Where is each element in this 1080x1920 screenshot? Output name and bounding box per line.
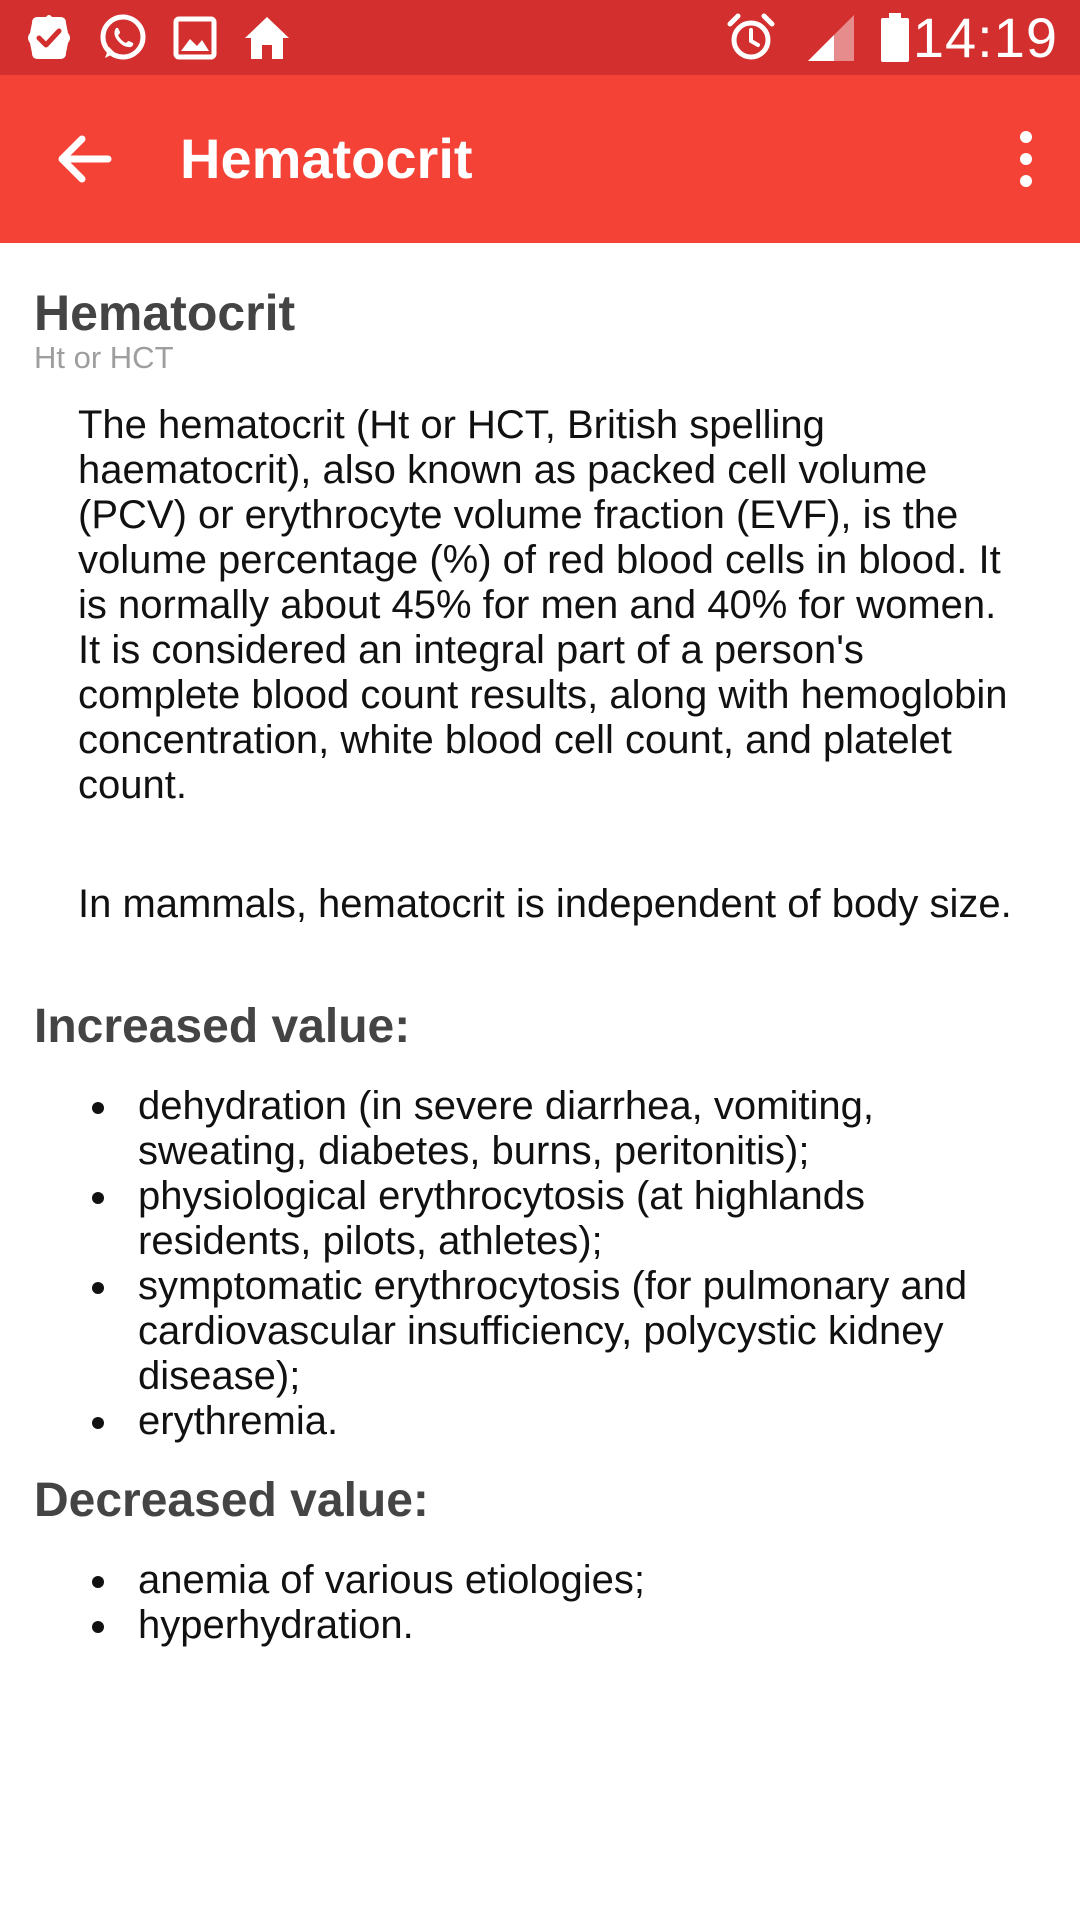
app-bar [0,75,1080,243]
article-paragraph: In mammals, hematocrit is independent of body size. [78,882,1012,926]
list-item-text: dehydration (in severe diarrhea, vomiting, sweating, diabetes, burns, peritonitis); [138,1084,874,1173]
home-icon [240,11,294,65]
alarm-icon [724,11,778,65]
list-item-text: erythremia. [138,1399,339,1443]
article-paragraph: The hematocrit (Ht or HCT, British spelling haematocrit), also known as packed cell volume (PCV) or erythrocyte volume fraction (EVF), is the volume percentage (%) of red blood cells in blood. It is normally about 45% for men and 40% for women. It is considered an integral part of a person's complete blood count results, along with hemoglobin concentration, white blood cell count, and platelet count. [78,403,1008,807]
signal-icon [804,11,858,65]
list-item-text: hyperhydration. [138,1603,414,1647]
article-content[interactable] [0,243,1080,1920]
list-item-text: symptomatic erythrocytosis (for pulmonary and cardiovascular insufficiency, polycystic kidney disease); [138,1264,968,1398]
bullet-icon [92,1417,104,1429]
list-item [0,1084,1080,1174]
bullet-icon [92,1282,104,1294]
list-item [0,1399,1080,1444]
list-item [0,1558,1080,1603]
status-bar [0,0,1080,75]
increased-value-heading: Increased value: [34,1000,411,1053]
gallery-icon [168,11,222,65]
more-vert-icon[interactable] [1006,119,1046,199]
list-item [0,1264,1080,1399]
status-time: 14:19 [912,6,1058,69]
tasks-icon [22,11,76,65]
increased-value-list [0,1084,1080,1444]
decreased-value-list [0,1558,1080,1648]
bullet-icon [92,1576,104,1588]
article-title: Hematocrit [34,285,296,341]
bullet-icon [92,1102,104,1114]
bullet-icon [92,1192,104,1204]
app-bar-title: Hematocrit [180,127,473,190]
whatsapp-icon [96,11,150,65]
article-subtitle: Ht or HCT [34,340,174,375]
list-item [0,1174,1080,1264]
decreased-value-heading: Decreased value: [34,1474,429,1527]
list-item-text: anemia of various etiologies; [138,1558,645,1602]
arrow-back-icon[interactable] [44,119,124,199]
list-item-text: physiological erythrocytosis (at highlands residents, pilots, athletes); [138,1174,866,1263]
bullet-icon [92,1621,104,1633]
list-item [0,1603,1080,1648]
